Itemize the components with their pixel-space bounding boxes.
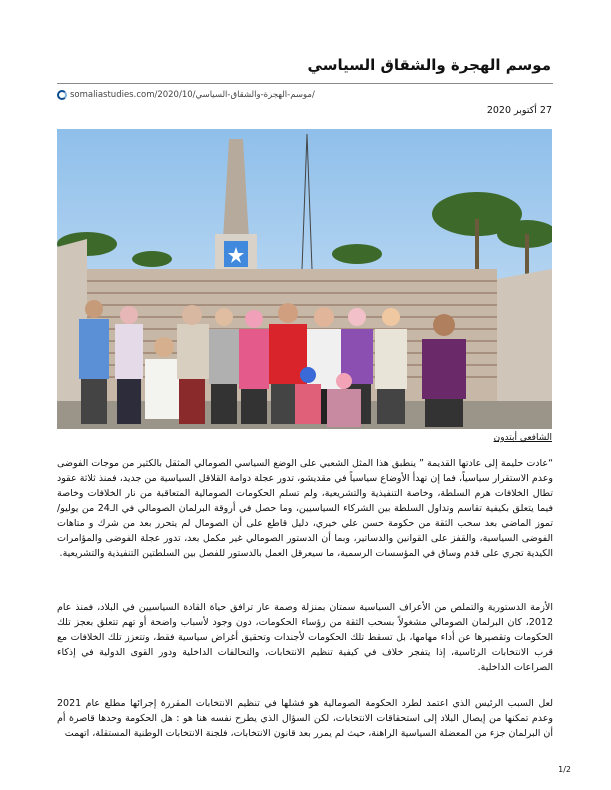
source-line bbox=[57, 88, 315, 102]
article-paragraph: لعل السبب الرئيس الذي اعتمد لطرد الحكومة الصومالية هو فشلها في تنظيم الانتخابات المقررة إجرائها مطلع عام 2021 وعدم تمكنها من إيصال البلاد إلى استحقاقات الانتخابات، لكن السؤال الذي يطرح نفسه هنا هو : هل الحكومة وحدها قاصرة أم أن البرلمان جزء من المعضلة السياسية الراهنة، حيث لم يمرر بعد قانون الانتخابات، فلجنة الانتخابات الوطنية المستقلة، اتهمت bbox=[57, 698, 553, 739]
source-url[interactable]: somaliastudies.com/2020/10/موسم-الهجرة-والشقاق-السياسي/ bbox=[70, 90, 315, 100]
article-photo bbox=[57, 129, 552, 429]
publish-date: 27 أكتوبر 2020 bbox=[486, 105, 552, 116]
article-paragraph: الأزمة الدستورية والتملص من الأعراف السياسية سمتان بمنزلة وصمة عار ترافق حياة القادة السياسيين في البلاد، فمنذ عام 2012، كان البرلمان الصومالي مشغولاً بسحب الثقة من رؤساء الحكومات، دون وجود لأسباب واضحة أو تهم تتعلق بعجز تلك الحكومات وتقصيرها عن أداء مهامها، بل تسقط تلك الحكومات لأجندات وتحقيق أغراض سياسية فقط، وتتعزز تلك الخلافات مع قرب الانتخابات الرئاسية، إذا يتفجر خلاف في كيفية تنظيم الانتخابات، والتحالفات الداخلية ودور القوى الدولية في إذكاء الصراعات الداخلية. bbox=[57, 602, 553, 673]
group-photo-illustration bbox=[57, 129, 552, 429]
article-paragraph: “عادت حليمة إلى عادتها القديمة ” ينطبق هذا المثل الشعبي على الوضع السياسي الصومالي المثقل بالكثير من موجات الفوضى وعدم الاستقرار سياسياً، فما إن تهدأ الأوضاع سياسياً في مقديشو، تدور عجلة دوامة القلاقل السياسية من جديد، فمنذ ثلاثة عقود تطال الخلافات هرم السلطة، وخاصة التنفيذية والتشريعية، ولم تسلم الحكومات الصومالية المتعاقبة من نار الخلافات وخاصة فيما يتعلق بكيفية تقاسم وتداول السلطة بين الشركاء السياسيين، وما حصل في أروقة البرلمان الصومالي في الـ24 من يوليو/تموز الماضي بعد سحب الثقة من حكومة حسن علي خيري، دليل قاطع على أن الصومال لم يتحرر بعد من شرك و متاهات الفوضى السياسية، والقفز على القوانين والدساتير، وبما أن الدستور الصومالي غير مكمل بعد، تدور عجلة الفوضى والمؤامرات الكيدية تجري على قدم وساق في المؤسسات الرسمية، ما سيعرقل العمل بالدستور للفصل بين السلطتين التنفيذية والتشريعية. bbox=[57, 458, 554, 559]
page-number: 1/2 bbox=[558, 765, 571, 774]
article-title: موسم الهجرة والشقاق السياسي bbox=[307, 56, 551, 74]
title-divider bbox=[57, 83, 553, 84]
site-logo-icon bbox=[57, 90, 67, 100]
photo-caption: الشافعي أبتدون bbox=[493, 433, 552, 443]
